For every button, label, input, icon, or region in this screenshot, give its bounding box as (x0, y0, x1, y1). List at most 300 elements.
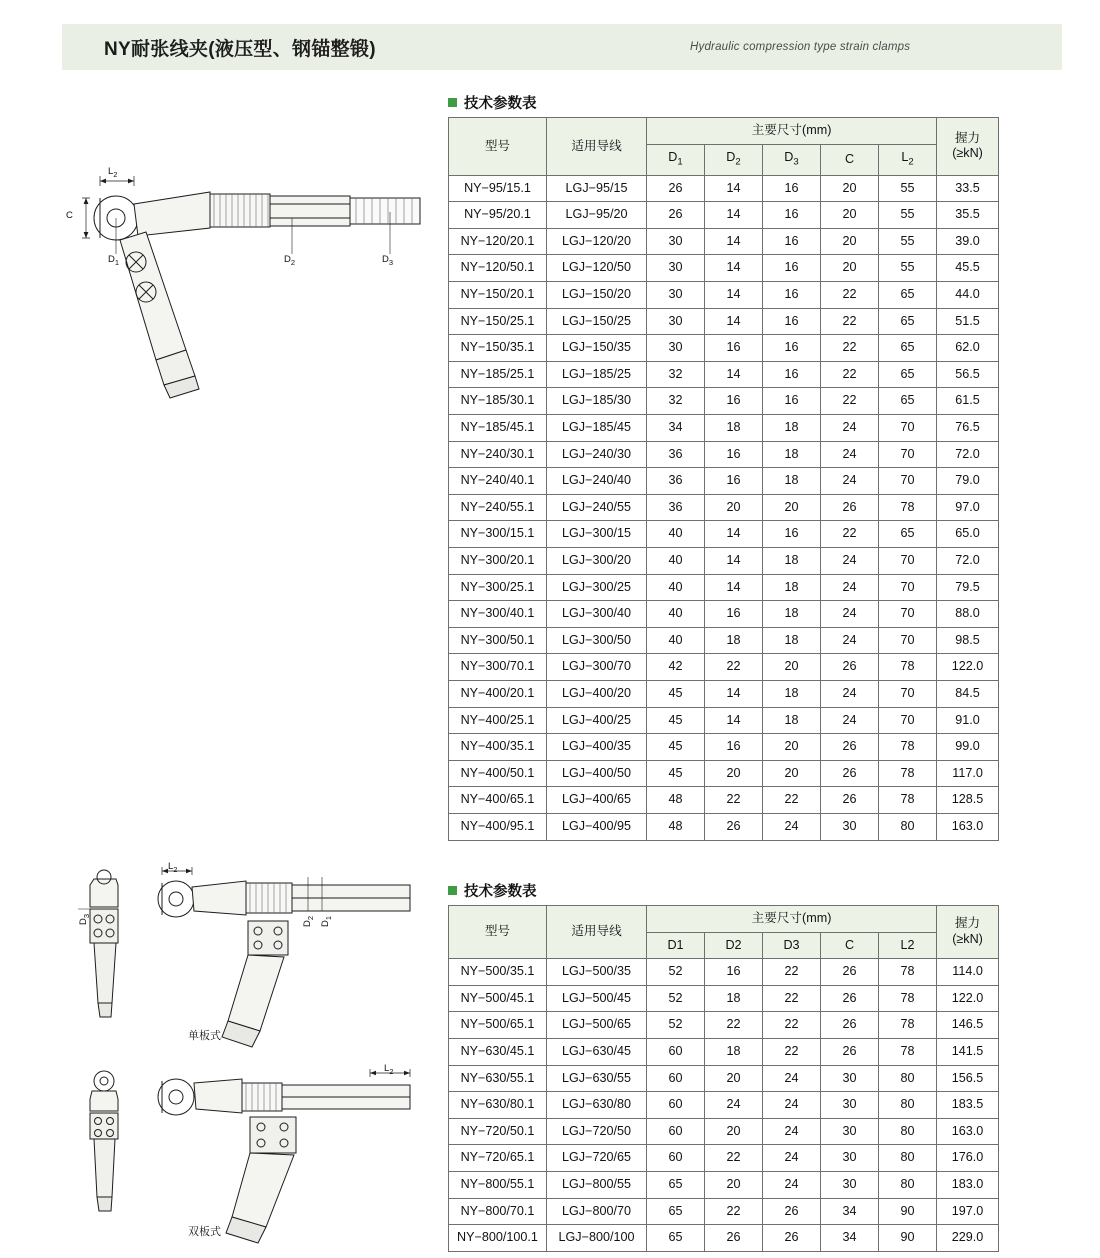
table-cell: 16 (763, 388, 821, 415)
table-cell: 76.5 (937, 415, 999, 442)
fig3-label-l2: $L_2$ (384, 1063, 394, 1076)
table-cell: 79.0 (937, 468, 999, 495)
table-cell: 61.5 (937, 388, 999, 415)
table-row (449, 335, 999, 362)
table-row (449, 1198, 999, 1225)
table-cell: NY−150/35.1 (449, 335, 547, 362)
table-cell: 18 (705, 1038, 763, 1065)
table-cell: 26 (821, 494, 879, 521)
table-cell: 18 (763, 441, 821, 468)
table-row (449, 574, 999, 601)
table-cell: 45 (647, 734, 705, 761)
table-cell: 44.0 (937, 282, 999, 309)
table-cell: LGJ−630/55 (547, 1065, 647, 1092)
table-cell: LGJ−95/15 (547, 175, 647, 202)
table-cell: 26 (821, 654, 879, 681)
table-cell: 30 (647, 255, 705, 282)
th-d1: $D_1$ (647, 144, 705, 175)
table-cell: 65 (647, 1225, 705, 1252)
table-cell: 22 (763, 1038, 821, 1065)
table-cell: 55 (879, 202, 937, 229)
table-cell: 97.0 (937, 494, 999, 521)
table-cell: 79.5 (937, 574, 999, 601)
table-cell: 22 (763, 985, 821, 1012)
table-cell: 78 (879, 959, 937, 986)
table-cell: 16 (705, 959, 763, 986)
page-subtitle: Hydraulic compression type strain clamps (690, 41, 911, 53)
table-cell: 146.5 (937, 1012, 999, 1039)
th-grip (937, 906, 999, 959)
table-row (449, 1012, 999, 1039)
table-cell: 84.5 (937, 680, 999, 707)
spec-table-1-head (449, 118, 999, 176)
table-cell: LGJ−500/35 (547, 959, 647, 986)
table-cell: 22 (705, 1145, 763, 1172)
table-cell: 20 (821, 255, 879, 282)
table-cell: 78 (879, 654, 937, 681)
table-cell: 22 (821, 521, 879, 548)
table-cell: 78 (879, 1038, 937, 1065)
table-cell: 65 (647, 1198, 705, 1225)
table-cell: 78 (879, 787, 937, 814)
table-cell: NY−720/50.1 (449, 1118, 547, 1145)
figure-1-svg (60, 170, 440, 420)
th-l2: $L_2$ (879, 144, 937, 175)
table-cell: 20 (705, 1118, 763, 1145)
table-cell: 16 (705, 601, 763, 628)
fig2-caption: 单板式 (188, 1030, 221, 1042)
table-cell: 20 (705, 1171, 763, 1198)
table-cell: LGJ−500/65 (547, 1012, 647, 1039)
table-cell: 90 (879, 1225, 937, 1252)
table-cell: 14 (705, 175, 763, 202)
table-cell: 70 (879, 548, 937, 575)
table-cell: 163.0 (937, 1118, 999, 1145)
table-cell: LGJ−185/45 (547, 415, 647, 442)
table-cell: NY−240/40.1 (449, 468, 547, 495)
th-grip-label: 握力 (954, 130, 981, 145)
table-row (449, 255, 999, 282)
square-marker-icon (448, 886, 457, 895)
table-cell: 90 (879, 1198, 937, 1225)
table-cell: 65 (879, 282, 937, 309)
table-cell: 18 (705, 415, 763, 442)
table-cell: NY−800/100.1 (449, 1225, 547, 1252)
table-cell: 39.0 (937, 228, 999, 255)
table-cell: 128.5 (937, 787, 999, 814)
table-cell: 78 (879, 494, 937, 521)
table-cell: 20 (763, 760, 821, 787)
table-cell: 18 (763, 574, 821, 601)
table-cell: 176.0 (937, 1145, 999, 1172)
section-heading-1-label: 技术参数表 (464, 96, 537, 112)
table-cell: 35.5 (937, 202, 999, 229)
table-cell: 24 (763, 813, 821, 840)
table-cell: 32 (647, 361, 705, 388)
table-cell: 30 (821, 1092, 879, 1119)
table-cell: 80 (879, 1092, 937, 1119)
table-cell: 45 (647, 707, 705, 734)
table-cell: 18 (763, 680, 821, 707)
th-grip (937, 118, 999, 176)
table-row (449, 415, 999, 442)
table-cell: 30 (821, 1171, 879, 1198)
fig2-label-l2: $L_2$ (168, 861, 178, 874)
table-cell: NY−300/25.1 (449, 574, 547, 601)
table-cell: 26 (821, 985, 879, 1012)
table-cell: 45 (647, 760, 705, 787)
table-cell: NY−185/30.1 (449, 388, 547, 415)
table-row (449, 1118, 999, 1145)
table-cell: 24 (821, 680, 879, 707)
table-cell: 99.0 (937, 734, 999, 761)
table-cell: 156.5 (937, 1065, 999, 1092)
table-cell: 20 (821, 202, 879, 229)
table-cell: 18 (705, 627, 763, 654)
table-cell: LGJ−630/45 (547, 1038, 647, 1065)
table-row (449, 1145, 999, 1172)
table-row (449, 361, 999, 388)
table-row (449, 494, 999, 521)
table-cell: 18 (763, 707, 821, 734)
table-cell: NY−400/95.1 (449, 813, 547, 840)
table-cell: 14 (705, 548, 763, 575)
figure-2-svg (70, 865, 430, 1065)
table-cell: 114.0 (937, 959, 999, 986)
table-cell: 40 (647, 601, 705, 628)
table-cell: 229.0 (937, 1225, 999, 1252)
section-heading-2-label: 技术参数表 (464, 884, 537, 900)
fig2-label-d1: $D_1$ (320, 915, 333, 927)
table-cell: 80 (879, 1171, 937, 1198)
table-cell: 70 (879, 574, 937, 601)
table-cell: LGJ−150/25 (547, 308, 647, 335)
table-cell: 16 (763, 308, 821, 335)
table-cell: 26 (821, 959, 879, 986)
table-cell: NY−150/20.1 (449, 282, 547, 309)
table-cell: 16 (705, 335, 763, 362)
page-header (62, 24, 1062, 70)
table-cell: 36 (647, 494, 705, 521)
table-cell: NY−95/15.1 (449, 175, 547, 202)
table-cell: NY−630/55.1 (449, 1065, 547, 1092)
table-cell: 122.0 (937, 654, 999, 681)
table-row (449, 959, 999, 986)
table-cell: LGJ−800/55 (547, 1171, 647, 1198)
table-cell: 26 (821, 1038, 879, 1065)
table-cell: 34 (647, 415, 705, 442)
table-cell: 20 (763, 654, 821, 681)
table-cell: 24 (705, 1092, 763, 1119)
table-cell: 55 (879, 175, 937, 202)
table-cell: LGJ−120/50 (547, 255, 647, 282)
table-cell: 16 (763, 175, 821, 202)
table-cell: NY−300/50.1 (449, 627, 547, 654)
table-cell: 40 (647, 574, 705, 601)
table-cell: 78 (879, 985, 937, 1012)
th-wire: 适用导线 (547, 906, 647, 959)
table-cell: NY−300/70.1 (449, 654, 547, 681)
table-cell: NY−630/80.1 (449, 1092, 547, 1119)
page-title: NY耐张线夹(液压型、钢锚整锻) (104, 38, 376, 60)
table-cell: 14 (705, 308, 763, 335)
table-cell: 22 (705, 787, 763, 814)
table-cell: 26 (705, 813, 763, 840)
table-cell: 52 (647, 959, 705, 986)
table-cell: 18 (763, 627, 821, 654)
table-row (449, 1065, 999, 1092)
table-cell: 22 (705, 1198, 763, 1225)
table-cell: 26 (705, 1225, 763, 1252)
table-cell: 16 (763, 521, 821, 548)
table-cell: 30 (821, 1118, 879, 1145)
table-cell: LGJ−800/70 (547, 1198, 647, 1225)
table-row (449, 175, 999, 202)
table-cell: 30 (647, 228, 705, 255)
table-cell: 183.5 (937, 1092, 999, 1119)
table-cell: 70 (879, 707, 937, 734)
table-cell: 24 (821, 574, 879, 601)
table-cell: 48 (647, 813, 705, 840)
table-cell: 40 (647, 548, 705, 575)
table-cell: 72.0 (937, 441, 999, 468)
table-cell: NY−630/45.1 (449, 1038, 547, 1065)
table-cell: NY−240/30.1 (449, 441, 547, 468)
table-cell: 34 (821, 1198, 879, 1225)
th-grip-label: 握力 (954, 916, 981, 931)
table-row (449, 1092, 999, 1119)
table-cell: 16 (763, 202, 821, 229)
table-cell: LGJ−400/25 (547, 707, 647, 734)
table-cell: 65 (647, 1171, 705, 1198)
table-cell: 30 (821, 1065, 879, 1092)
table-cell: 122.0 (937, 985, 999, 1012)
table-row (449, 282, 999, 309)
table-cell: NY−400/25.1 (449, 707, 547, 734)
section-heading-2 (448, 880, 537, 901)
header-row-top (449, 906, 999, 933)
table-cell: 14 (705, 202, 763, 229)
table-cell: 26 (647, 175, 705, 202)
table-cell: 62.0 (937, 335, 999, 362)
table-cell: 20 (821, 228, 879, 255)
table-row (449, 388, 999, 415)
fig1-label-d2: $D_2$ (284, 254, 296, 267)
table-cell: 60 (647, 1145, 705, 1172)
th-d2: $D_2$ (705, 144, 763, 175)
th-wire: 适用导线 (547, 118, 647, 176)
table-cell: NY−400/20.1 (449, 680, 547, 707)
th-c: C (821, 932, 879, 959)
table-cell: 197.0 (937, 1198, 999, 1225)
table-cell: 22 (705, 654, 763, 681)
table-cell: NY−500/45.1 (449, 985, 547, 1012)
table-cell: 14 (705, 361, 763, 388)
table-cell: 78 (879, 760, 937, 787)
table-cell: LGJ−185/30 (547, 388, 647, 415)
table-cell: 36 (647, 441, 705, 468)
table-cell: 22 (763, 787, 821, 814)
table-cell: 20 (821, 175, 879, 202)
table-cell: NY−300/20.1 (449, 548, 547, 575)
spec-table-2-body (449, 959, 999, 1252)
table-cell: 78 (879, 734, 937, 761)
header-row-top (449, 118, 999, 145)
table-cell: LGJ−500/45 (547, 985, 647, 1012)
table-cell: 22 (763, 1012, 821, 1039)
table-row (449, 308, 999, 335)
table-cell: 24 (821, 601, 879, 628)
fig1-label-l2: $L_2$ (108, 166, 118, 179)
table-cell: 16 (763, 335, 821, 362)
th-d2: D2 (705, 932, 763, 959)
table-cell: 16 (705, 388, 763, 415)
table-cell: 26 (821, 1012, 879, 1039)
table-cell: 30 (647, 282, 705, 309)
th-c: C (821, 144, 879, 175)
th-main-dims: 主要尺寸(mm) (647, 118, 937, 145)
table-cell: 56.5 (937, 361, 999, 388)
th-d1: D1 (647, 932, 705, 959)
table-cell: 60 (647, 1065, 705, 1092)
table-cell: 70 (879, 468, 937, 495)
table-row (449, 787, 999, 814)
table-cell: 18 (763, 468, 821, 495)
table-cell: 18 (763, 548, 821, 575)
spec-table-2-head (449, 906, 999, 959)
table-cell: 14 (705, 707, 763, 734)
table-cell: 22 (821, 361, 879, 388)
table-row (449, 707, 999, 734)
table-cell: LGJ−630/80 (547, 1092, 647, 1119)
table-cell: 26 (821, 787, 879, 814)
table-cell: NY−185/25.1 (449, 361, 547, 388)
table-cell: 52 (647, 985, 705, 1012)
table-cell: NY−120/50.1 (449, 255, 547, 282)
table-cell: 26 (763, 1198, 821, 1225)
table-cell: 16 (705, 441, 763, 468)
table-cell: NY−185/45.1 (449, 415, 547, 442)
table-cell: 65 (879, 308, 937, 335)
table-cell: 55 (879, 255, 937, 282)
table-cell: 98.5 (937, 627, 999, 654)
table-cell: 78 (879, 1012, 937, 1039)
table-cell: LGJ−300/25 (547, 574, 647, 601)
table-cell: LGJ−400/20 (547, 680, 647, 707)
table-cell: NY−400/50.1 (449, 760, 547, 787)
table-cell: 72.0 (937, 548, 999, 575)
table-cell: 33.5 (937, 175, 999, 202)
table-cell: 24 (821, 627, 879, 654)
table-cell: 65 (879, 335, 937, 362)
table-cell: NY−800/55.1 (449, 1171, 547, 1198)
table-row (449, 1038, 999, 1065)
table-cell: NY−300/40.1 (449, 601, 547, 628)
table-cell: 40 (647, 627, 705, 654)
table-cell: 20 (705, 494, 763, 521)
table-cell: 32 (647, 388, 705, 415)
table-cell: 24 (763, 1145, 821, 1172)
table-cell: 117.0 (937, 760, 999, 787)
table-cell: LGJ−240/40 (547, 468, 647, 495)
table-cell: 22 (763, 959, 821, 986)
table-cell: 26 (647, 202, 705, 229)
table-cell: 26 (763, 1225, 821, 1252)
table-cell: 24 (763, 1065, 821, 1092)
table-cell: NY−720/65.1 (449, 1145, 547, 1172)
table-row (449, 228, 999, 255)
table-row (449, 985, 999, 1012)
table-cell: 30 (821, 813, 879, 840)
table-cell: 52 (647, 1012, 705, 1039)
spec-table-1-body (449, 175, 999, 840)
table-cell: LGJ−300/50 (547, 627, 647, 654)
table-cell: 65 (879, 521, 937, 548)
fig1-label-c: C (66, 210, 73, 221)
table-cell: NY−500/35.1 (449, 959, 547, 986)
figure-3-svg (70, 1065, 430, 1250)
table-row (449, 813, 999, 840)
table-cell: 40 (647, 521, 705, 548)
figure-single-clamp-assembly (60, 166, 440, 420)
table-cell: 14 (705, 680, 763, 707)
table-cell: 26 (821, 760, 879, 787)
table-cell: 14 (705, 521, 763, 548)
table-cell: 55 (879, 228, 937, 255)
table-cell: 141.5 (937, 1038, 999, 1065)
table-cell: 24 (821, 441, 879, 468)
table-cell: 14 (705, 255, 763, 282)
th-model: 型号 (449, 118, 547, 176)
fig2-label-d3: $D_3$ (78, 913, 91, 925)
table-cell: 70 (879, 415, 937, 442)
table-cell: LGJ−800/100 (547, 1225, 647, 1252)
table-cell: 163.0 (937, 813, 999, 840)
table-row (449, 734, 999, 761)
section-heading-1 (448, 92, 537, 113)
table-cell: 51.5 (937, 308, 999, 335)
table-cell: 70 (879, 627, 937, 654)
table-row (449, 601, 999, 628)
table-cell: 60 (647, 1038, 705, 1065)
table-cell: 70 (879, 680, 937, 707)
table-cell: 16 (763, 282, 821, 309)
table-cell: 65.0 (937, 521, 999, 548)
table-cell: 26 (821, 734, 879, 761)
table-row (449, 1225, 999, 1252)
table-cell: NY−400/35.1 (449, 734, 547, 761)
table-cell: LGJ−400/50 (547, 760, 647, 787)
table-cell: 16 (763, 255, 821, 282)
spec-table-2 (448, 905, 999, 1252)
table-cell: LGJ−150/35 (547, 335, 647, 362)
table-cell: LGJ−120/20 (547, 228, 647, 255)
table-cell: 30 (647, 335, 705, 362)
table-cell: LGJ−240/30 (547, 441, 647, 468)
table-cell: LGJ−95/20 (547, 202, 647, 229)
table-cell: 65 (879, 388, 937, 415)
table-cell: 45 (647, 680, 705, 707)
table-row (449, 202, 999, 229)
table-cell: 20 (763, 734, 821, 761)
th-model: 型号 (449, 906, 547, 959)
th-d3: D3 (763, 932, 821, 959)
table-cell: 34 (821, 1225, 879, 1252)
table-cell: 91.0 (937, 707, 999, 734)
th-l2: L2 (879, 932, 937, 959)
table-cell: 18 (705, 985, 763, 1012)
th-main-dims: 主要尺寸(mm) (647, 906, 937, 933)
